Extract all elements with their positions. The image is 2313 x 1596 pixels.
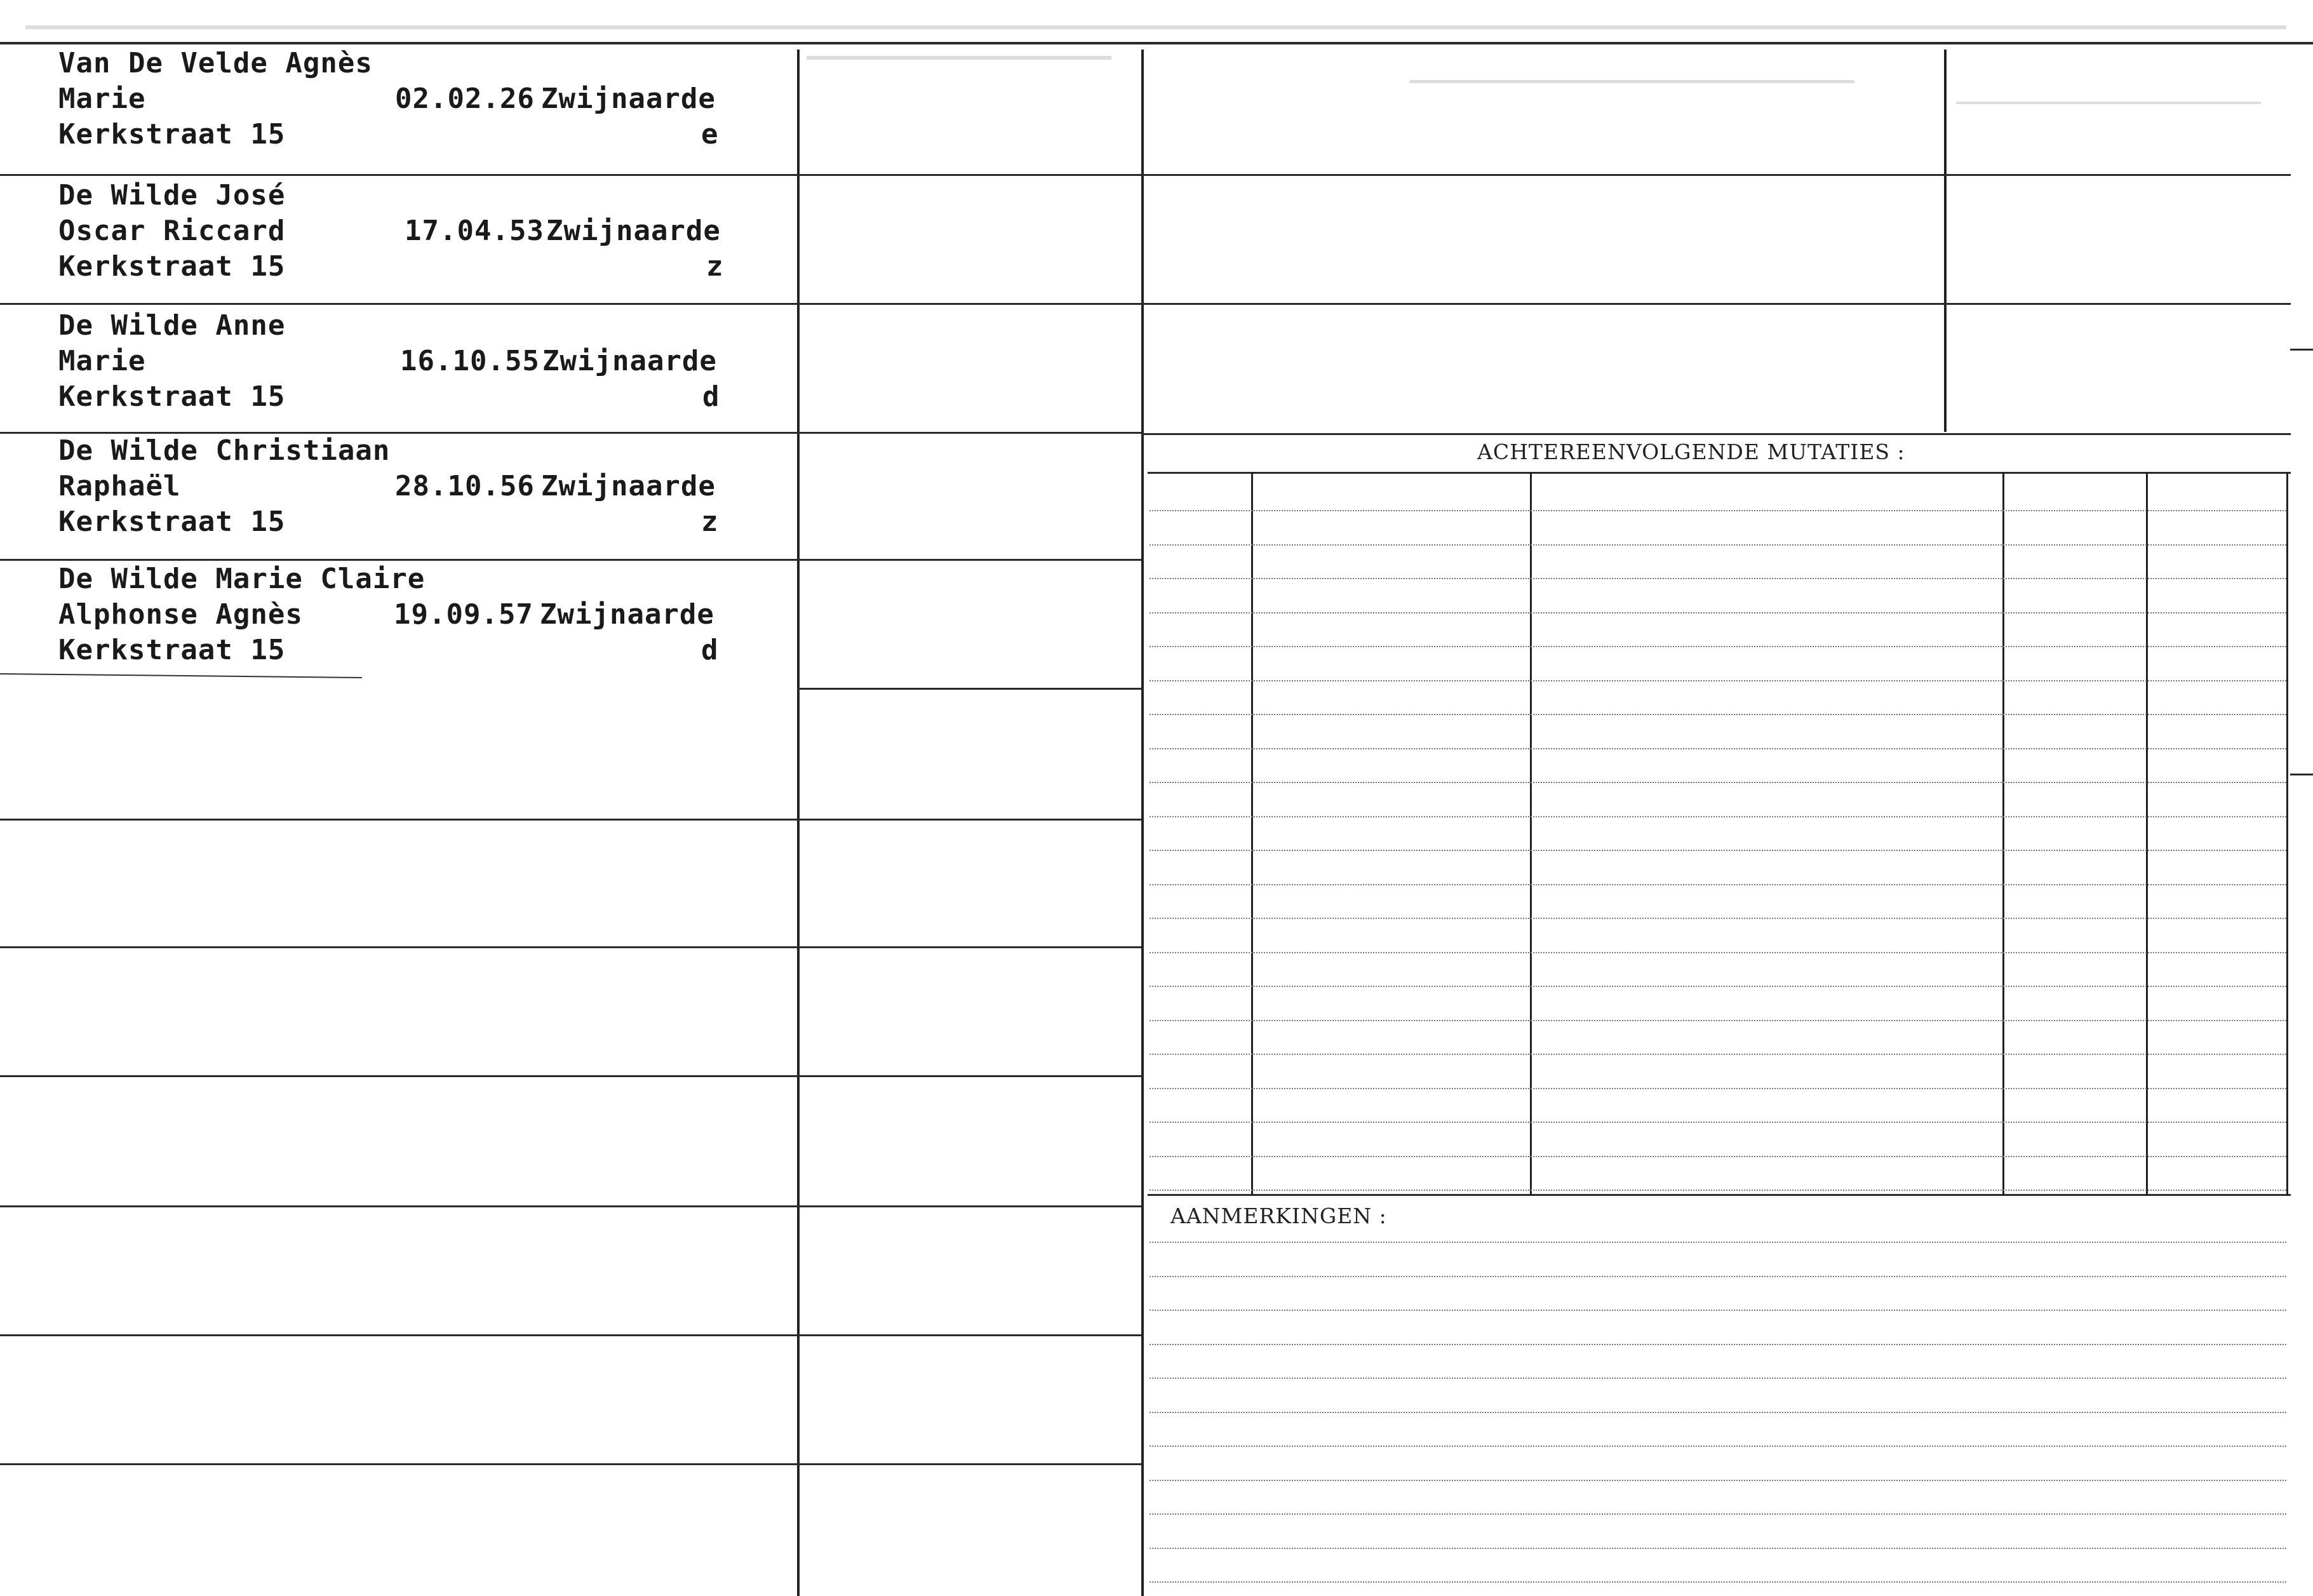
person-entry-5 [58, 561, 732, 682]
status-code: z [706, 250, 723, 283]
right-row-line [1141, 433, 2291, 435]
mutation-ruled-line [1150, 680, 2286, 681]
mutation-ruled-line [1150, 646, 2286, 647]
birth-place: Zwijnaarde [542, 345, 717, 377]
person-given-names: Oscar Riccard [58, 215, 286, 247]
person-address: Kerkstraat 15 [58, 250, 286, 283]
remark-ruled-line [1150, 1548, 2286, 1549]
mutation-ruled-line [1150, 1054, 2286, 1055]
mutation-ruled-line [1150, 1156, 2286, 1157]
row-line [0, 819, 1141, 821]
person-entry-1 [58, 46, 732, 166]
mutation-ruled-line [1150, 1020, 2286, 1021]
person-address: Kerkstraat 15 [58, 380, 286, 413]
mutation-ruled-line [1150, 850, 2286, 851]
remark-ruled-line [1150, 1480, 2286, 1481]
remark-ruled-line [1150, 1242, 2286, 1243]
mutation-ruled-line [1150, 578, 2286, 579]
mutation-ruled-line [1150, 782, 2286, 783]
person-given-names: Alphonse Agnès [58, 598, 303, 631]
person-name: De Wilde Marie Claire [58, 563, 426, 595]
birth-place: Zwijnaarde [546, 215, 721, 247]
person-entry-3 [58, 308, 732, 429]
mutations-heading: ACHTEREENVOLGENDE MUTATIES : [1477, 439, 1905, 464]
remark-ruled-line [1150, 1445, 2286, 1447]
mutation-ruled-line [1150, 544, 2286, 546]
mutation-ruled-line [1150, 1122, 2286, 1123]
mutation-ruled-line [1150, 1088, 2286, 1089]
remark-ruled-line [1150, 1276, 2286, 1277]
person-address: Kerkstraat 15 [58, 634, 286, 666]
status-code: d [701, 634, 718, 666]
mutation-ruled-line [1150, 714, 2286, 715]
birth-date: 28.10.56 [395, 470, 535, 502]
column-divider-3 [1944, 50, 1947, 432]
row-line [0, 303, 1141, 305]
person-entry-2 [58, 178, 732, 298]
person-entry-4 [58, 433, 732, 554]
status-code: e [701, 118, 718, 151]
row-line [0, 1205, 1141, 1207]
row-line [0, 559, 1141, 561]
mutation-ruled-line [1150, 612, 2286, 614]
column-divider-2 [1141, 50, 1144, 1596]
row-line [0, 1075, 1141, 1077]
row-line [0, 1463, 1141, 1465]
scan-noise [1956, 102, 2261, 104]
birth-place: Zwijnaarde [540, 598, 714, 631]
person-address: Kerkstraat 15 [58, 118, 286, 151]
remarks-heading: AANMERKINGEN : [1170, 1204, 1387, 1228]
remark-ruled-line [1150, 1378, 2286, 1379]
person-name: De Wilde Christiaan [58, 434, 391, 467]
person-given-names: Marie [58, 345, 146, 377]
birth-place: Zwijnaarde [541, 470, 716, 502]
person-given-names: Raphaël [58, 470, 181, 502]
right-edge-tick [2290, 774, 2313, 775]
remark-ruled-line [1150, 1344, 2286, 1345]
status-code: d [702, 380, 720, 413]
remark-ruled-line [1150, 1412, 2286, 1413]
mutation-ruled-line [1150, 510, 2286, 511]
mutation-ruled-line [1150, 748, 2286, 749]
person-name: Van De Velde Agnès [58, 47, 373, 79]
person-address: Kerkstraat 15 [58, 506, 286, 538]
person-name: De Wilde Anne [58, 309, 286, 342]
right-edge-tick [2290, 349, 2313, 351]
mutations-col-line [2286, 472, 2288, 1196]
row-line [797, 688, 1141, 690]
mutation-ruled-line [1150, 918, 2286, 919]
mutation-ruled-line [1150, 986, 2286, 987]
column-divider-1 [797, 50, 800, 1596]
mutation-ruled-line [1150, 952, 2286, 953]
birth-place: Zwijnaarde [541, 83, 716, 115]
top-border [0, 42, 2313, 44]
remark-ruled-line [1150, 1581, 2286, 1583]
remark-ruled-line [1150, 1310, 2286, 1311]
mutation-ruled-line [1150, 884, 2286, 885]
birth-date: 02.02.26 [395, 83, 535, 115]
birth-date: 19.09.57 [394, 598, 533, 631]
mutation-ruled-line [1150, 816, 2286, 817]
scan-noise [1410, 80, 1854, 83]
scan-noise [25, 25, 2286, 29]
scan-noise [807, 56, 1111, 60]
row-line [0, 174, 1141, 176]
person-name: De Wilde José [58, 179, 286, 211]
right-row-line [1141, 174, 2291, 176]
person-given-names: Marie [58, 83, 146, 115]
birth-date: 17.04.53 [405, 215, 544, 247]
right-row-line [1141, 303, 2291, 305]
mutation-ruled-line [1150, 1190, 2286, 1191]
row-line [0, 946, 1141, 948]
mutations-table-top [1148, 472, 2291, 474]
row-line [0, 1334, 1141, 1336]
mutations-table-bottom [1148, 1194, 2291, 1196]
status-code: z [701, 506, 718, 538]
birth-date: 16.10.55 [400, 345, 540, 377]
remark-ruled-line [1150, 1513, 2286, 1515]
